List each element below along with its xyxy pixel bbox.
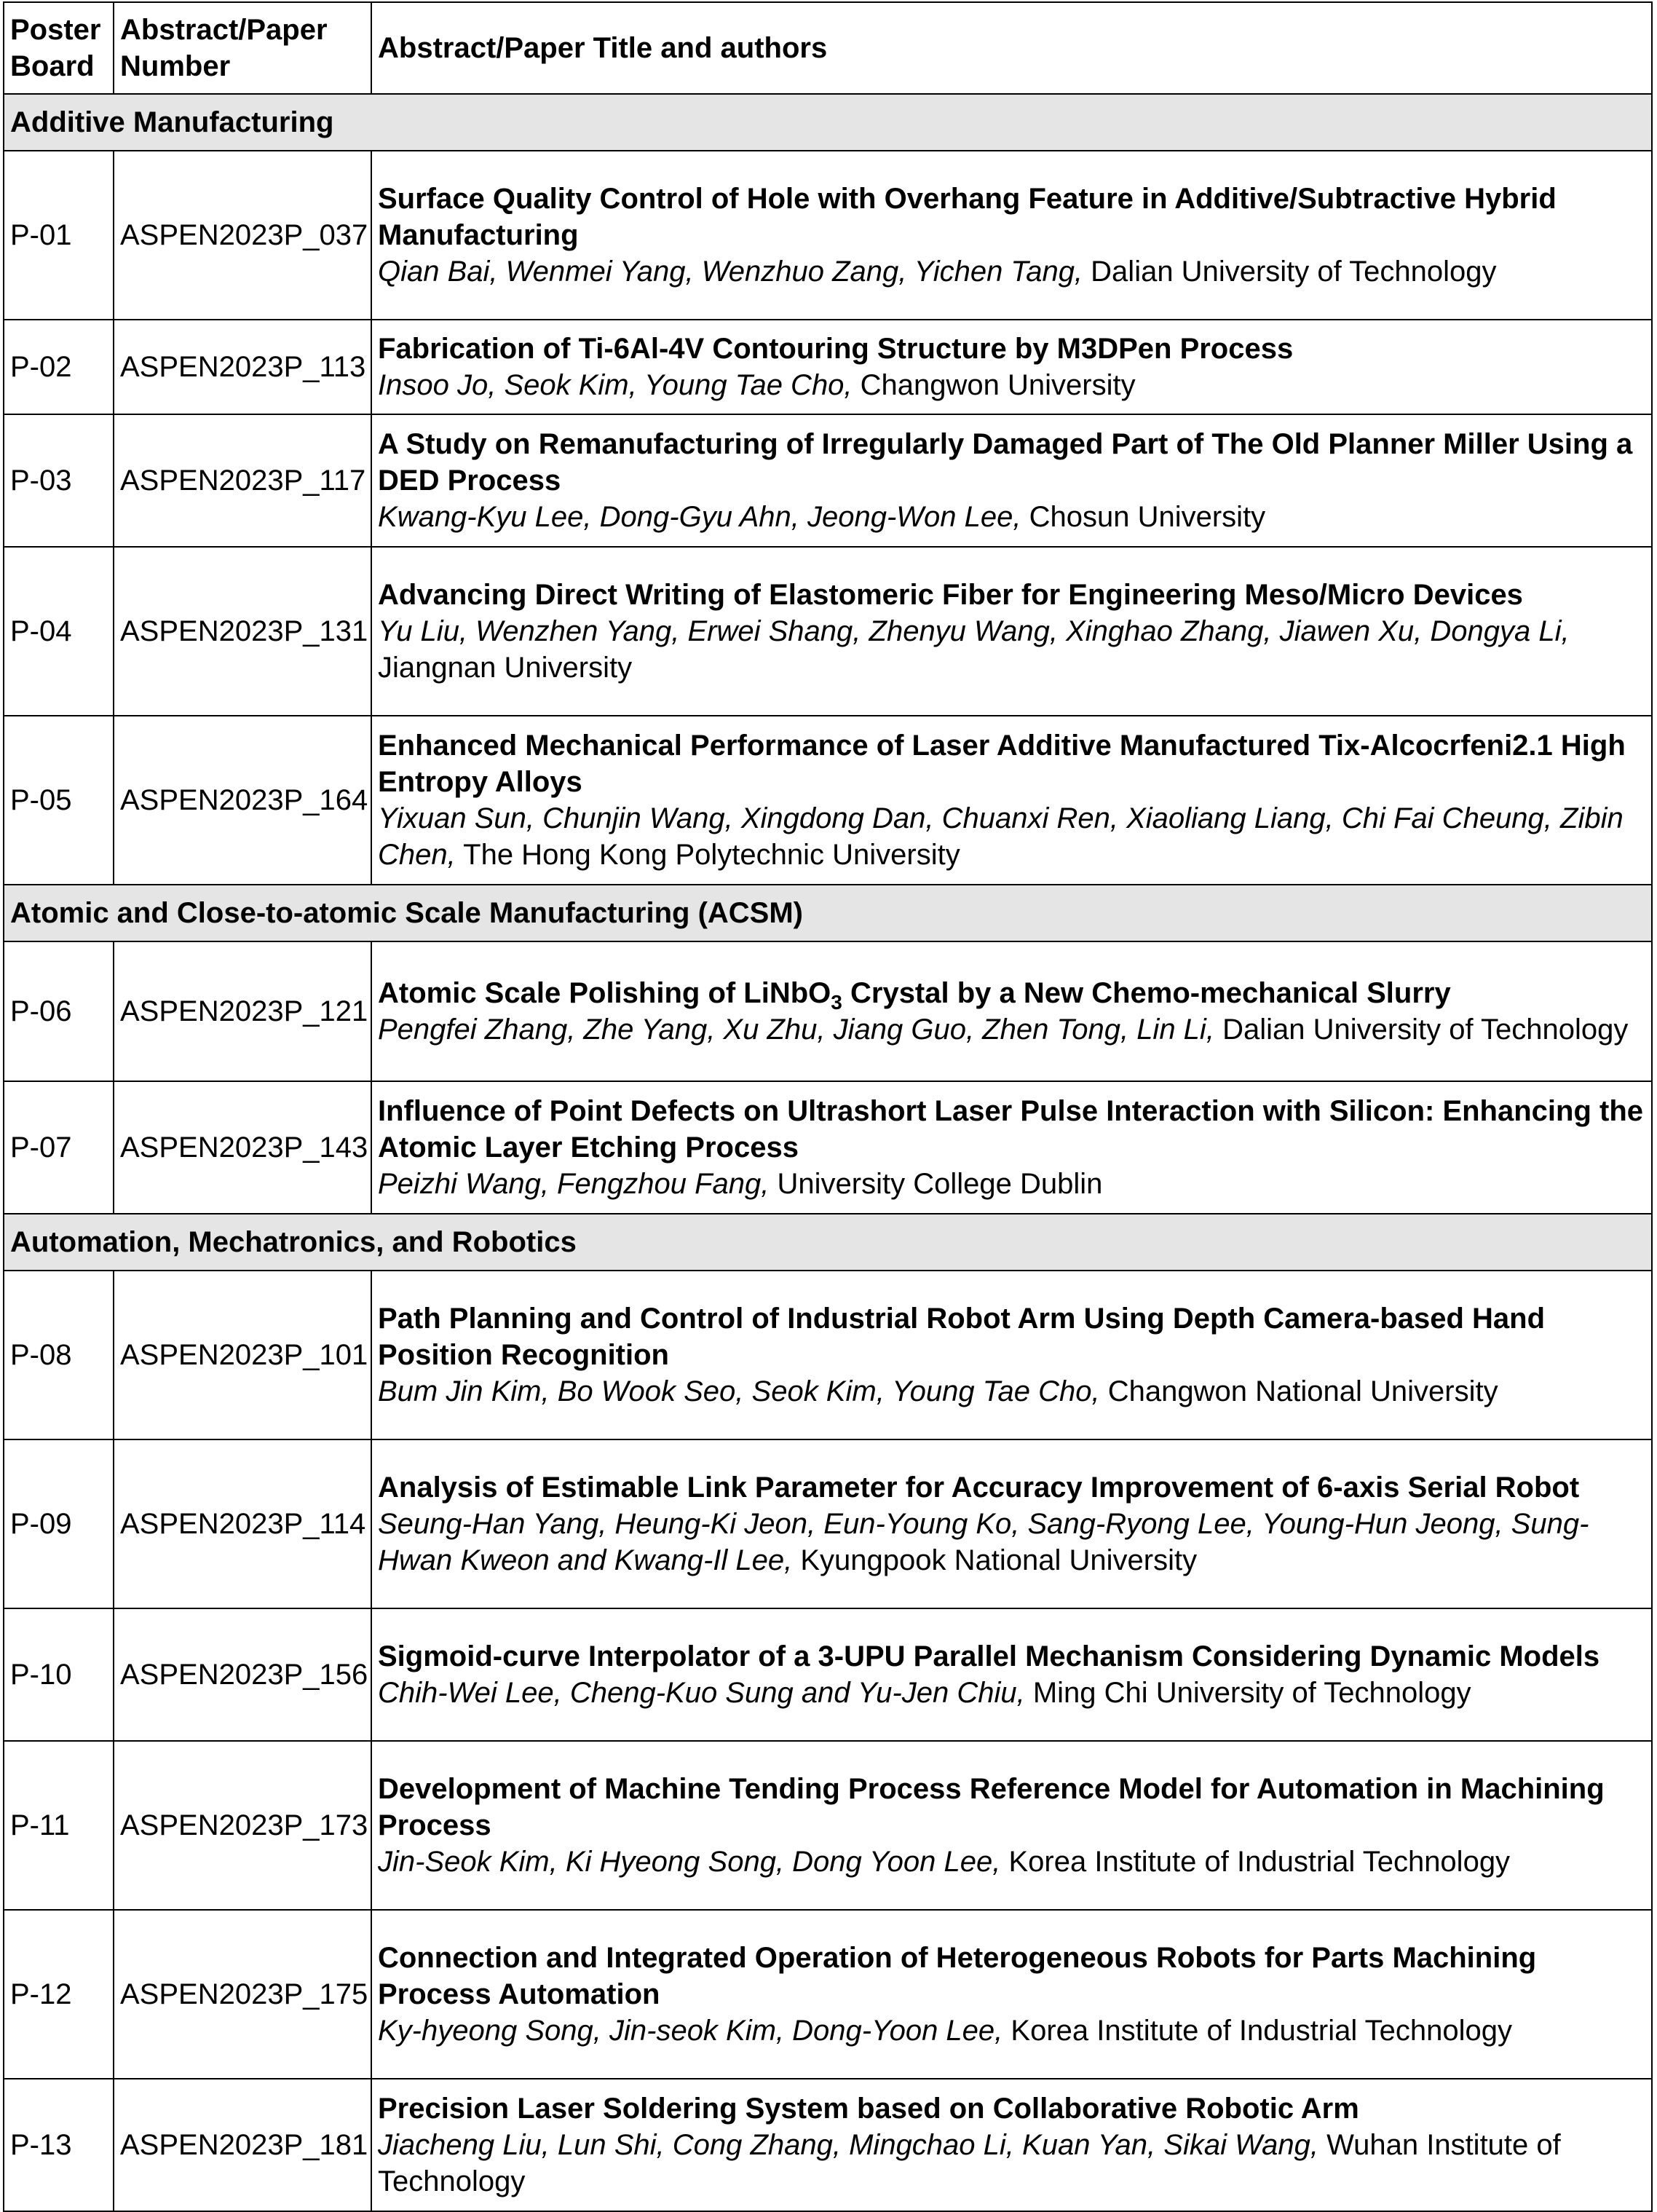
paper-title: Analysis of Estimable Link Parameter for Accuracy Improvement of 6-axis Serial Robot [378,1472,1580,1504]
section-heading: Automation, Mechatronics, and Robotics [4,1214,1652,1271]
paper-authors: Insoo Jo, Seok Kim, Young Tae Cho, [378,369,853,401]
table-row [4,1439,1652,1608]
title-authors-cell [371,1081,1652,1214]
paper-affiliation: Changwon National University [1107,1375,1498,1407]
paper-affiliation: The Hong Kong Polytechnic University [463,839,960,871]
table-row [4,716,1652,885]
title-authors-cell [371,941,1652,1081]
paper-authors: Yu Liu, Wenzhen Yang, Erwei Shang, Zhenyu Wang, Xinghao Zhang, Jiawen Xu, Dongya Li, [378,615,1570,647]
poster-board-cell: P-06 [4,941,114,1081]
paper-title: Fabrication of Ti-6Al-4V Contouring Structure by M3DPen Process [378,333,1294,365]
table-row [4,941,1652,1081]
paper-authors: Peizhi Wang, Fengzhou Fang, [378,1168,770,1200]
abstract-number-cell: ASPEN2023P_181 [114,2079,371,2211]
paper-affiliation: Changwon University [860,369,1136,401]
poster-board-cell: P-05 [4,716,114,885]
paper-title: Precision Laser Soldering System based on Collaborative Robotic Arm [378,2093,1359,2125]
poster-board-cell: P-10 [4,1608,114,1741]
section-row [4,94,1652,151]
paper-affiliation: Kyungpook National University [800,1544,1198,1576]
poster-board-cell: P-09 [4,1439,114,1608]
table-row [4,1271,1652,1439]
table-row [4,151,1652,320]
paper-authors: Bum Jin Kim, Bo Wook Seo, Seok Kim, Young Tae Cho, [378,1375,1100,1407]
paper-affiliation: Wuhan Institute of Technology [378,2129,1561,2197]
poster-board-cell: P-12 [4,1910,114,2079]
paper-title: Influence of Point Defects on Ultrashort Laser Pulse Interaction with Silicon: Enhancing the Atomic Layer Etching Process [378,1095,1644,1164]
paper-title: Development of Machine Tending Process Reference Model for Automation in Machining Process [378,1773,1605,1841]
table-row [4,1608,1652,1741]
abstract-number-cell: ASPEN2023P_131 [114,547,371,716]
table-row [4,1081,1652,1214]
table-body [4,94,1652,2211]
paper-affiliation: Jiangnan University [378,652,633,684]
title-authors-cell [371,547,1652,716]
abstract-number-cell: ASPEN2023P_114 [114,1439,371,1608]
table-row [4,320,1652,414]
abstract-number-cell: ASPEN2023P_121 [114,941,371,1081]
title-authors-cell [371,1439,1652,1608]
header-title-authors: Abstract/Paper Title and authors [371,2,1652,94]
title-authors-cell [371,320,1652,414]
paper-title: Advancing Direct Writing of Elastomeric Fiber for Engineering Meso/Micro Devices [378,579,1523,611]
header-poster-board: Poster Board [4,2,114,94]
title-authors-cell [371,1608,1652,1741]
paper-authors: Chih-Wei Lee, Cheng-Kuo Sung and Yu-Jen Chiu, [378,1677,1025,1709]
paper-title [378,975,1645,1014]
title-authors-cell [371,716,1652,885]
paper-title: Path Planning and Control of Industrial Robot Arm Using Depth Camera-based Hand Position Recognition [378,1303,1546,1371]
table-row [4,547,1652,716]
paper-authors: Jiacheng Liu, Lun Shi, Cong Zhang, Mingchao Li, Kuan Yan, Sikai Wang, [378,2129,1318,2161]
paper-authors: Ky-hyeong Song, Jin-seok Kim, Dong-Yoon Lee, [378,2015,1003,2047]
section-row [4,1214,1652,1271]
title-authors-cell [371,1741,1652,1910]
paper-title-part: Crystal by a New Chemo-mechanical Slurry [842,977,1451,1009]
poster-board-cell: P-04 [4,547,114,716]
poster-board-cell: P-08 [4,1271,114,1439]
title-authors-cell [371,1910,1652,2079]
paper-authors: Yixuan Sun, Chunjin Wang, Xingdong Dan, Chuanxi Ren, Xiaoliang Liang, Chi Fai Cheung, Zibin Chen, [378,802,1624,871]
paper-affiliation: Korea Institute of Industrial Technology [1011,2015,1512,2047]
paper-affiliation: Korea Institute of Industrial Technology [1008,1846,1511,1878]
poster-board-cell: P-11 [4,1741,114,1910]
table-row [4,1910,1652,2079]
paper-affiliation: Chosun University [1029,501,1266,533]
table-row [4,1741,1652,1910]
paper-title: Surface Quality Control of Hole with Overhang Feature in Additive/Subtractive Hybrid Manufacturing [378,183,1557,251]
paper-title: Sigmoid-curve Interpolator of a 3-UPU Parallel Mechanism Considering Dynamic Models [378,1640,1600,1672]
section-heading: Atomic and Close-to-atomic Scale Manufacturing (ACSM) [4,885,1652,941]
abstract-number-cell: ASPEN2023P_117 [114,414,371,547]
abstract-number-cell: ASPEN2023P_037 [114,151,371,320]
abstract-number-cell: ASPEN2023P_101 [114,1271,371,1439]
poster-board-cell: P-07 [4,1081,114,1214]
abstract-number-cell: ASPEN2023P_156 [114,1608,371,1741]
paper-title: Connection and Integrated Operation of Heterogeneous Robots for Parts Machining Process Automation [378,1942,1537,2010]
paper-title-part: Atomic Scale Polishing of LiNbO [378,977,831,1009]
abstract-number-cell: ASPEN2023P_143 [114,1081,371,1214]
poster-table [3,1,1653,2212]
header-abstract-number: Abstract/Paper Number [114,2,371,94]
paper-affiliation: Dalian University of Technology [1091,256,1497,288]
abstract-number-cell: ASPEN2023P_175 [114,1910,371,2079]
abstract-number-cell: ASPEN2023P_113 [114,320,371,414]
poster-board-cell: P-03 [4,414,114,547]
poster-board-cell: P-13 [4,2079,114,2211]
section-row [4,885,1652,941]
paper-authors: Pengfei Zhang, Zhe Yang, Xu Zhu, Jiang Guo, Zhen Tong, Lin Li, [378,1014,1214,1046]
abstract-number-cell: ASPEN2023P_173 [114,1741,371,1910]
paper-authors: Jin-Seok Kim, Ki Hyeong Song, Dong Yoon Lee, [378,1846,1001,1878]
paper-title: A Study on Remanufacturing of Irregularly Damaged Part of The Old Planner Miller Using a DED Process [378,428,1633,497]
paper-authors: Kwang-Kyu Lee, Dong-Gyu Ahn, Jeong-Won Lee, [378,501,1021,533]
table-row [4,2079,1652,2211]
header-row [4,2,1652,94]
section-heading: Additive Manufacturing [4,94,1652,151]
paper-title-subscript: 3 [831,991,842,1014]
title-authors-cell [371,414,1652,547]
paper-authors: Qian Bai, Wenmei Yang, Wenzhuo Zang, Yichen Tang, [378,256,1083,288]
abstract-number-cell: ASPEN2023P_164 [114,716,371,885]
paper-title: Enhanced Mechanical Performance of Laser Additive Manufactured Tix-Alcocrfeni2.1 High Entropy Alloys [378,730,1626,798]
paper-affiliation: Dalian University of Technology [1222,1014,1629,1046]
title-authors-cell [371,1271,1652,1439]
paper-authors: Seung-Han Yang, Heung-Ki Jeon, Eun-Young Ko, Sang-Ryong Lee, Young-Hun Jeong, Sung-Hwan Kweon and Kwang-Il Lee, [378,1508,1589,1576]
title-authors-cell [371,2079,1652,2211]
paper-affiliation: University College Dublin [777,1168,1103,1200]
table-row [4,414,1652,547]
paper-affiliation: Ming Chi University of Technology [1032,1677,1471,1709]
poster-board-cell: P-02 [4,320,114,414]
title-authors-cell [371,151,1652,320]
poster-board-cell: P-01 [4,151,114,320]
